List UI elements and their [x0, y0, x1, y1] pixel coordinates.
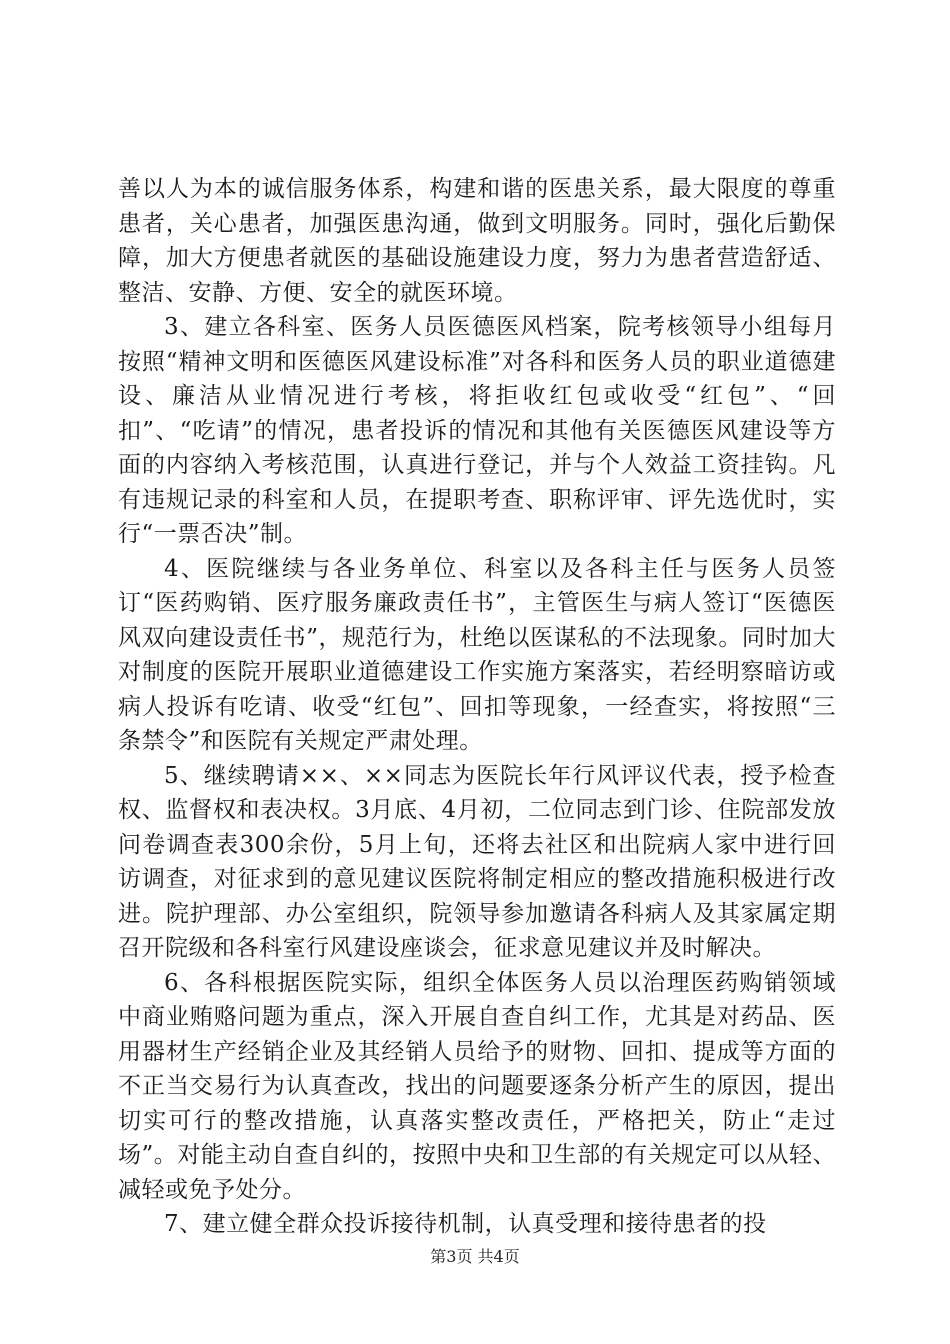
page-footer: 第3页 共4页: [430, 1247, 520, 1266]
paragraph-item-4: 4、医院继续与各业务单位、科室以及各科主任与医务人员签订“医药购销、医疗服务廉政责任书”，主管医生与病人签订“医德医风双向建设责任书”，规范行为，杜绝以医谋私的不法现象。同时加大对制度的医院开展职业道德建设工作实施方案落实，若经明察暗访或病人投诉有吃请、收受“红包”、回扣等现象，一经查实，将按照“三条禁令”和医院有关规定严肃处理。: [118, 555, 836, 754]
paragraph-item-3: 3、建立各科室、医务人员医德医风档案，院考核领导小组每月按照“精神文明和医德医风建设标准”对各科和医务人员的职业道德建设、廉洁从业情况进行考核，将拒收红包或收受“红包”、“回扣”、“吃请”的情况，患者投诉的情况和其他有关医德医风建设等方面的内容纳入考核范围，认真进行登记，并与个人效益工资挂钩。凡有违规记录的科室和人员，在提职考查、职称评审、评先选优时，实行“一票否决”制。: [118, 314, 836, 547]
document-body: [118, 172, 836, 1242]
paragraph-item-5: 5、继续聘请××、××同志为医院长年行风评议代表，授予检查权、监督权和表决权。3月底、4月初，二位同志到门诊、住院部发放问卷调查表300余份，5月上旬，还将去社区和出院病人家中进行回访调查，对征求到的意见建议医院将制定相应的整改措施积极进行改进。院护理部、办公室组织，院领导参加邀请各科病人及其家属定期召开院级和各科室行风建设座谈会，征求意见建议并及时解决。: [118, 762, 836, 961]
paragraph-item-7: 7、建立健全群众投诉接待机制，认真受理和接待患者的投: [164, 1211, 767, 1237]
paragraph-item-6: 6、各科根据医院实际，组织全体医务人员以治理医药购销领域中商业贿赂问题为重点，深入开展自查自纠工作，尤其是对药品、医用器材生产经销企业及其经销人员给予的财物、回扣、提成等方面的不正当交易行为认真查改，找出的问题要逐条分析产生的原因，提出切实可行的整改措施，认真落实整改责任，严格把关，防止“走过场”。对能主动自查自纠的，按照中央和卫生部的有关规定可以从轻、减轻或免予处分。: [118, 969, 836, 1203]
paragraph-continuation: 善以人为本的诚信服务体系，构建和谐的医患关系，最大限度的尊重患者，关心患者，加强医患沟通，做到文明服务。同时，强化后勤保障，加大方便患者就医的基础设施建设力度，努力为患者营造舒适、整洁、安静、方便、安全的就医环境。: [118, 176, 836, 306]
